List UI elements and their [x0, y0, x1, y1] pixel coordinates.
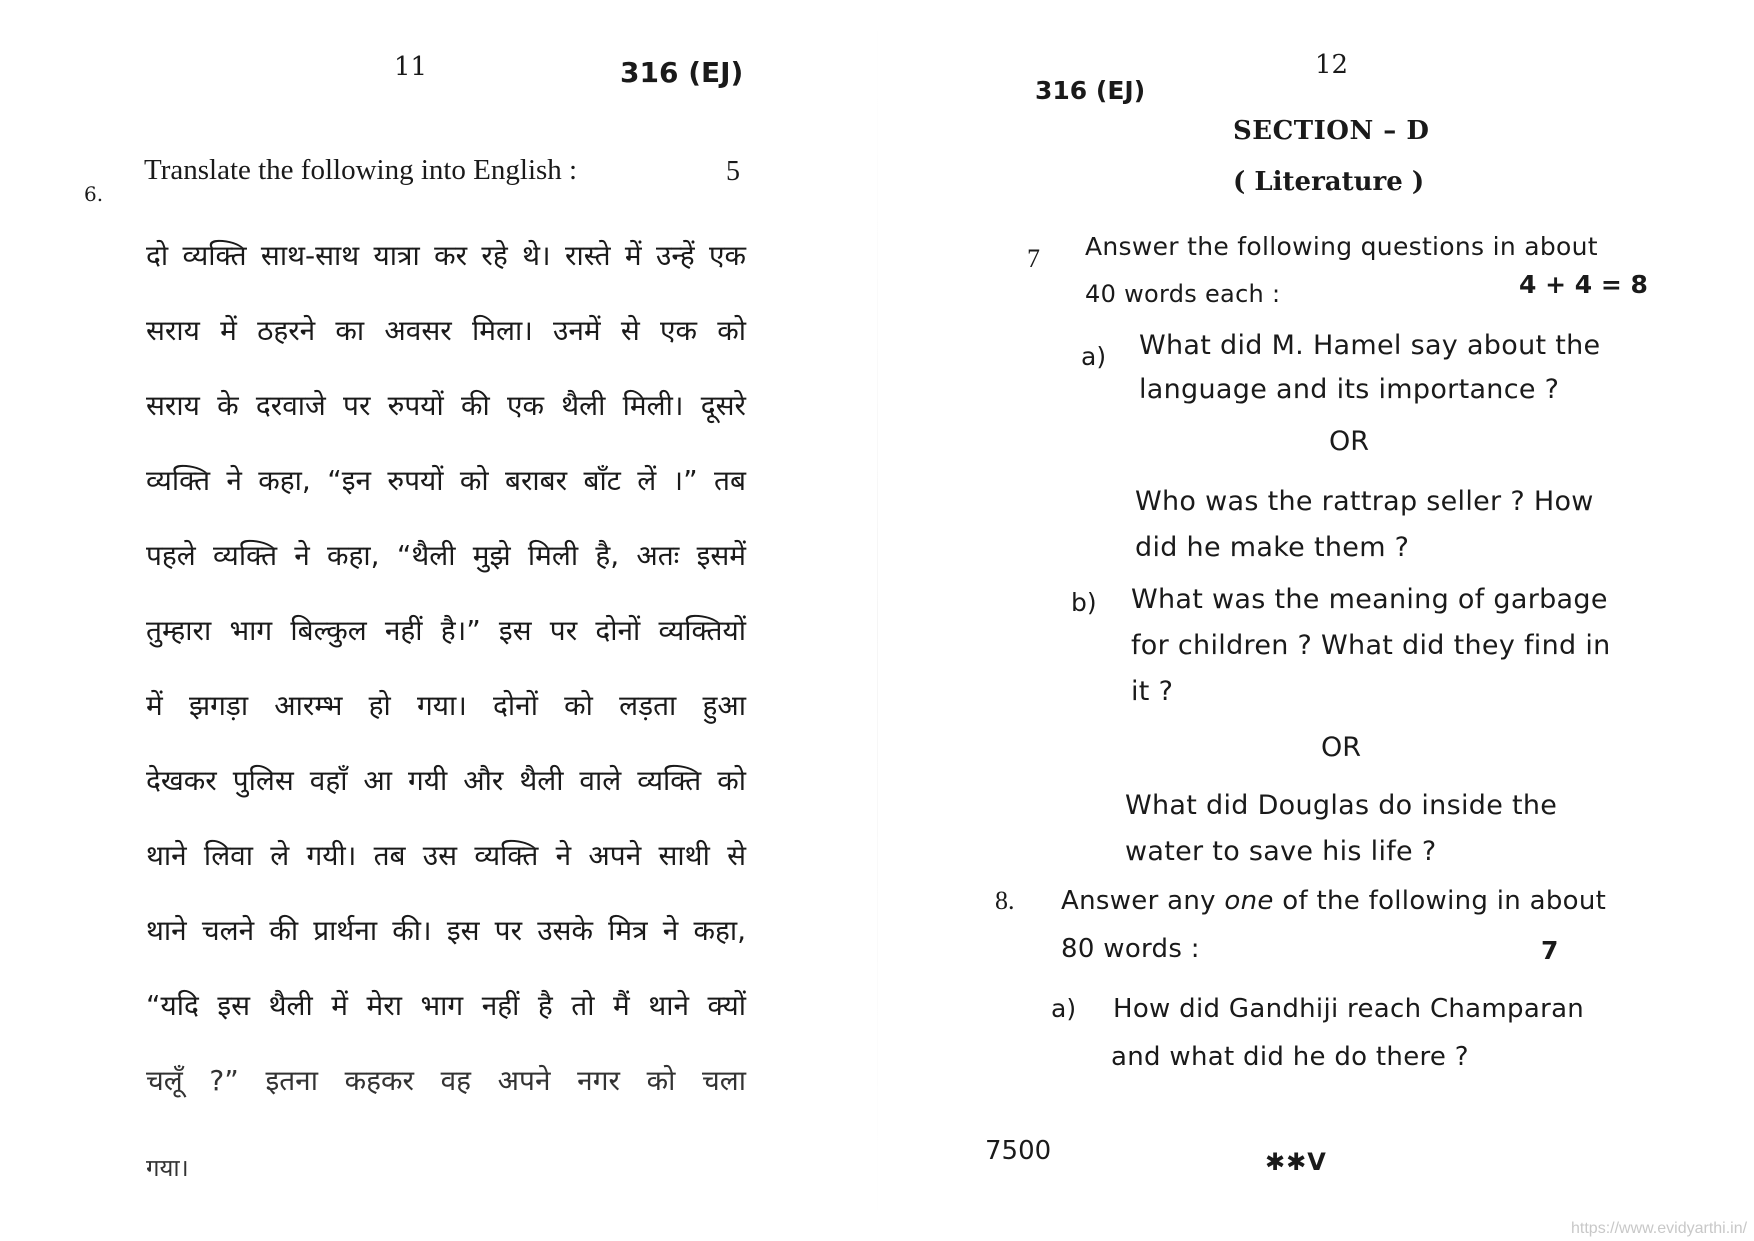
question-marks: 7	[1541, 936, 1559, 965]
section-subtitle: ( Literature )	[1233, 167, 1425, 197]
subquestion-text: Who was the rattrap seller ? How	[1135, 486, 1594, 517]
subquestion-label: b)	[1071, 588, 1097, 617]
footer-number: 7500	[985, 1136, 1052, 1166]
hindi-line: दो व्यक्ति साथ-साथ यात्रा कर रहे थे। रास्ते में उन्हें एक	[146, 239, 746, 272]
question-instruction: 80 words :	[1061, 934, 1200, 964]
subquestion-text: it ?	[1131, 676, 1174, 707]
question-number: 8.	[995, 886, 1015, 915]
instruction-post: of the following in about	[1273, 886, 1607, 916]
subquestion-text: for children ? What did they find in	[1131, 630, 1611, 661]
subquestion-text: water to save his life ?	[1125, 836, 1437, 867]
question-instruction: Translate the following into English :	[144, 154, 578, 186]
subquestion-text: How did Gandhiji reach Champaran	[1113, 994, 1585, 1024]
subquestion-text: What was the meaning of garbage	[1131, 584, 1608, 615]
question-number: 7	[1027, 244, 1040, 273]
footer-mark: ✱✱V	[1265, 1148, 1327, 1176]
subquestion-text: What did M. Hamel say about the	[1139, 330, 1601, 361]
question-marks: 5	[726, 156, 740, 187]
section-title: SECTION – D	[1233, 116, 1430, 146]
hindi-line: थाने लिवा ले गयी। तब उस व्यक्ति ने अपने साथी से	[146, 839, 746, 872]
subquestion-label: a)	[1051, 994, 1077, 1023]
question-instruction	[1061, 886, 1607, 916]
hindi-line: तुम्हारा भाग बिल्कुल नहीं है।” इस पर दोनों व्यक्तियों	[146, 614, 746, 647]
subquestion-label: a)	[1081, 342, 1107, 371]
hindi-line: सराय के दरवाजे पर रुपयों की एक थैली मिली। दूसरे	[146, 389, 746, 422]
or-separator: OR	[1321, 732, 1362, 763]
question-marks: 4 + 4 = 8	[1519, 270, 1648, 299]
right-page	[877, 0, 1754, 1241]
subquestion-text: What did Douglas do inside the	[1125, 790, 1558, 821]
instruction-pre: Answer any	[1061, 886, 1225, 916]
paper-code: 316 (EJ)	[620, 56, 744, 89]
or-separator: OR	[1329, 426, 1370, 457]
question-number: 6.	[84, 182, 104, 206]
paper-code: 316 (EJ)	[1035, 76, 1146, 105]
subquestion-text: language and its importance ?	[1139, 374, 1560, 405]
hindi-line: व्यक्ति ने कहा, “इन रुपयों को बराबर बाँट लें ।” तब	[146, 464, 746, 497]
page-number: 11	[394, 52, 428, 82]
hindi-line: “यदि इस थैली में मेरा भाग नहीं है तो मैं थाने क्यों	[146, 989, 746, 1022]
subquestion-text: did he make them ?	[1135, 532, 1410, 563]
hindi-line: पहले व्यक्ति ने कहा, “थैली मुझे मिली है, अतः इसमें	[146, 539, 746, 572]
hindi-line: गया।	[146, 1154, 189, 1182]
hindi-line: देखकर पुलिस वहाँ आ गयी और थैली वाले व्यक्ति को	[146, 764, 746, 797]
question-instruction: Answer the following questions in about	[1085, 232, 1598, 261]
instruction-emphasis: one	[1224, 886, 1274, 916]
hindi-line: सराय में ठहरने का अवसर मिला। उनमें से एक को	[146, 314, 746, 347]
subquestion-text: and what did he do there ?	[1111, 1042, 1469, 1072]
question-instruction: 40 words each :	[1085, 280, 1281, 308]
watermark: https://www.evidyarthi.in/	[1571, 1220, 1748, 1237]
hindi-line: चलूँ ?” इतना कहकर वह अपने नगर को चला	[146, 1064, 746, 1097]
hindi-line: थाने चलने की प्रार्थना की। इस पर उसके मित्र ने कहा,	[146, 914, 746, 947]
page-number: 12	[1315, 50, 1349, 80]
hindi-line: में झगड़ा आरम्भ हो गया। दोनों को लड़ता हुआ	[146, 689, 746, 722]
